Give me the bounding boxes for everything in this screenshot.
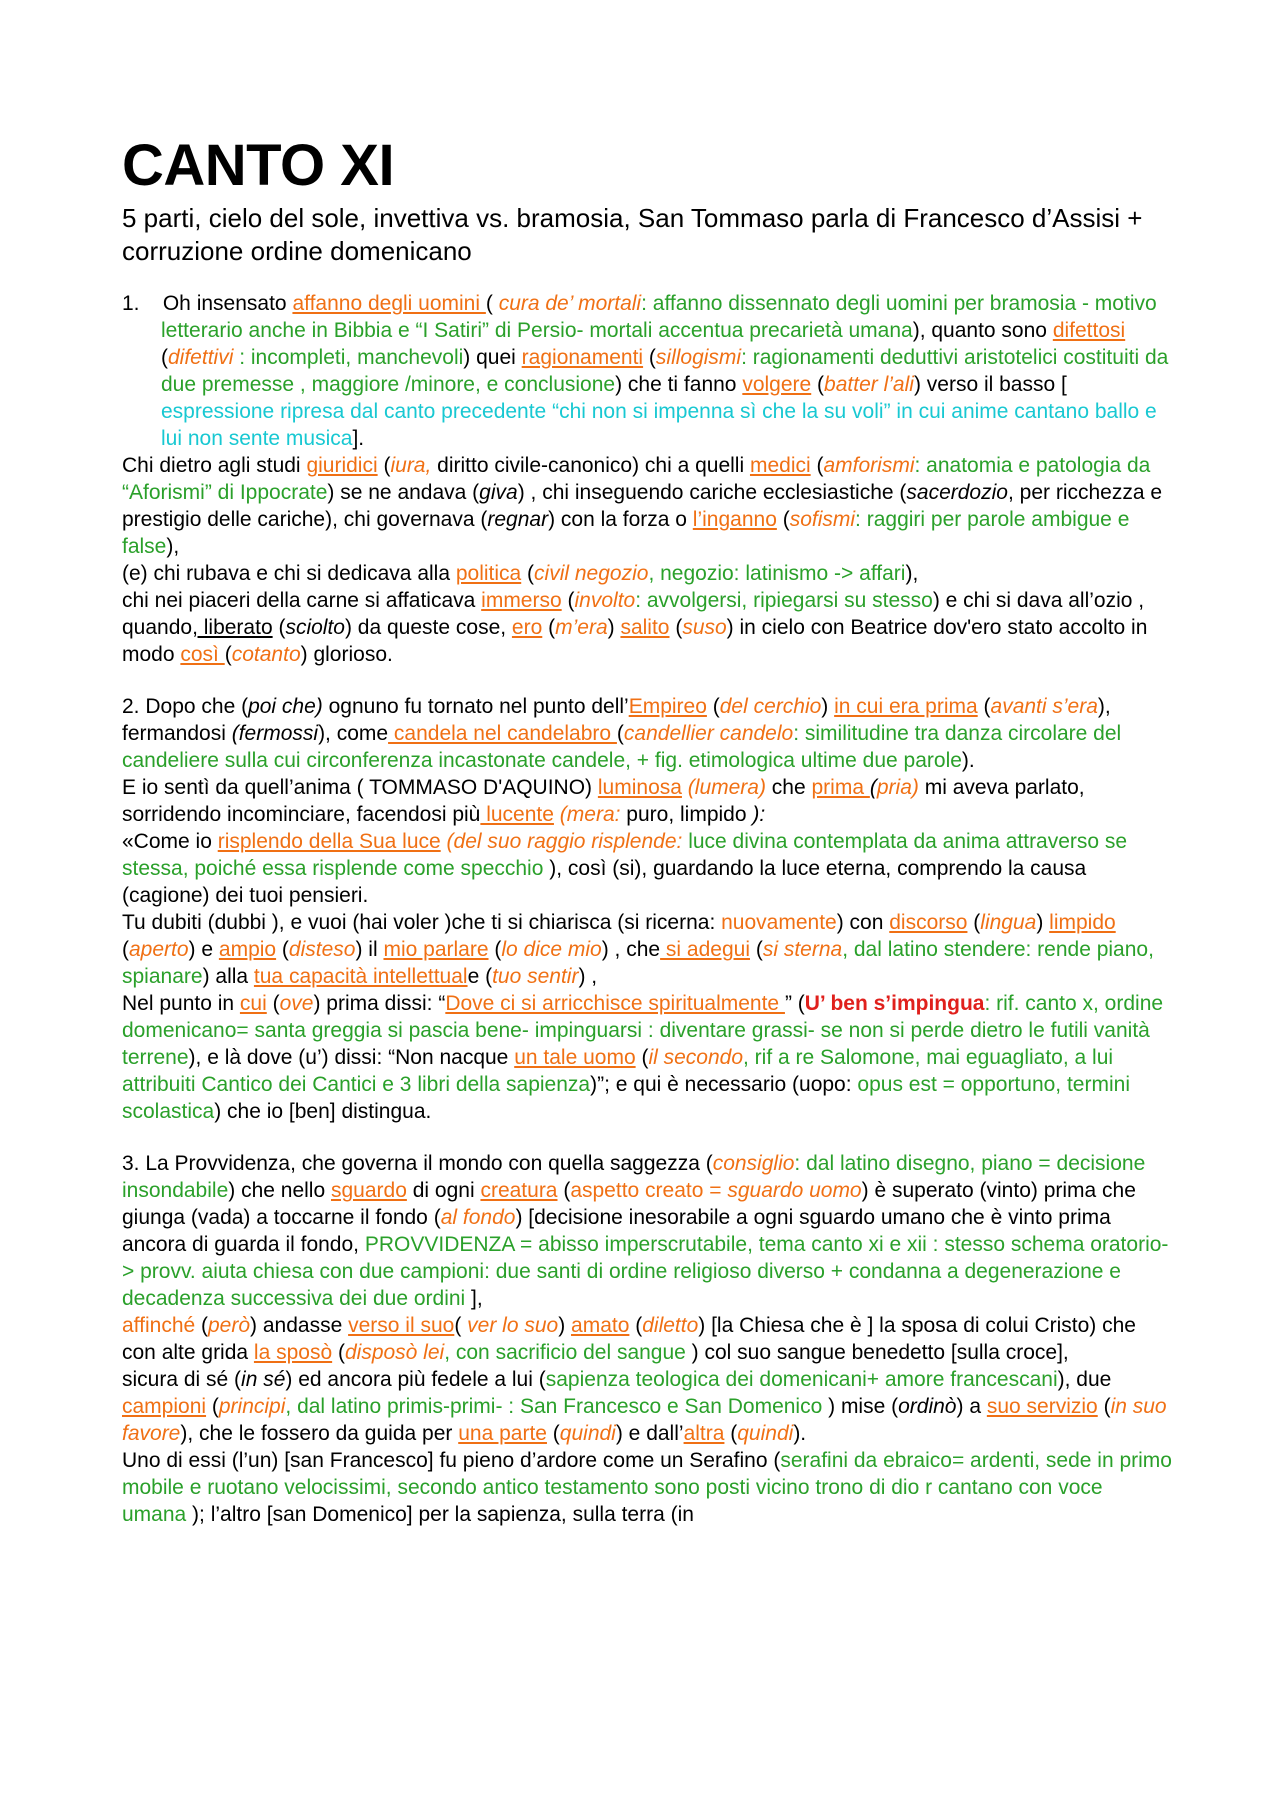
annotated-text: al fondo: [440, 1206, 516, 1229]
body-text: ) ,: [578, 965, 598, 988]
body-text: diritto civile-canonico) chi a quelli: [431, 454, 750, 477]
annotated-text: : similitudine tra danza circolare del candeliere sulla cui circonferenza incastonate candele, + fig. etimologica ultime due parole: [122, 722, 1122, 772]
annotated-text: affanno degli uomini: [292, 292, 486, 315]
paragraph-10: [122, 1150, 1172, 1312]
paragraph-9: [122, 990, 1172, 1125]
annotated-text: : avvolgersi, ripiegarsi su stesso: [635, 589, 933, 612]
body-text: ), due: [1057, 1368, 1112, 1391]
body-text: (: [546, 1422, 560, 1445]
annotated-text: opus est = opportuno, termini scolastica: [122, 1073, 1130, 1123]
body-text: ) in cielo con Beatrice dov'ero stato accolto in modo: [122, 616, 1148, 666]
annotated-text: U’ ben s’impingua: [804, 992, 985, 1015]
body-text: ), e là dove (u’) dissi: “Non nacque: [188, 1046, 515, 1069]
paragraph-3: [122, 560, 1172, 587]
annotated-text: , negozio: latinismo -> affari: [648, 562, 906, 585]
annotated-text: mio parlare: [383, 938, 489, 961]
page-title: CANTO XI: [122, 133, 395, 198]
body-text: 3. La Provvidenza, che governa il mondo con quella saggezza (: [122, 1152, 713, 1175]
annotated-text: Empireo: [628, 695, 707, 718]
annotated-text: sillogismi: [655, 346, 742, 369]
annotated-text: sapienza teologica dei domenicani+ amore francescani: [545, 1368, 1058, 1391]
body-text: ) a: [956, 1395, 987, 1418]
body-text: Nel punto in: [122, 992, 240, 1015]
body-text: ) glorioso.: [300, 643, 393, 666]
annotated-text: difettivi: [168, 346, 234, 369]
body-text: ognuno fu tornato nel punto dell’: [322, 695, 629, 718]
body-text: di ogni: [406, 1179, 481, 1202]
body-text: (: [811, 373, 825, 396]
annotated-text: Dove ci si arricchisce spiritualmente: [445, 992, 785, 1015]
body-text: (: [635, 1046, 649, 1069]
body-text: ): [607, 616, 621, 639]
annotated-text: diletto: [642, 1314, 699, 1337]
annotated-text: sguardo: [331, 1179, 407, 1202]
body-text: ), così (si), guardando la luce eterna, comprendo la causa (cagione) dei tuoi pensieri.: [122, 857, 1087, 907]
annotated-text: : anatomia e patologia da “Aforismi” di Ippocrate: [122, 454, 1151, 504]
body-text: ), che le fossero da guida per: [180, 1422, 459, 1445]
annotated-text: giuridici: [306, 454, 378, 477]
body-text: (: [485, 292, 499, 315]
annotated-text: il secondo: [648, 1046, 744, 1069]
section-gap: [122, 668, 1172, 693]
section-gap: [122, 1125, 1172, 1150]
body-text: ).: [961, 749, 975, 772]
body-text: ) andasse: [250, 1314, 349, 1337]
annotated-text: amforismi: [823, 454, 915, 477]
annotated-text: ragionamenti: [521, 346, 644, 369]
body-text: puro, limpido: [620, 803, 753, 826]
annotated-text: lingua: [980, 911, 1037, 934]
annotated-text: serafini da ebraico= ardenti, sede in primo mobile e ruotano velocissimi, secondo antico testamento sono posti vicino trono di dio r cantano con voce umana: [122, 1449, 1172, 1526]
annotated-text: , rif a re Salomone, mai eguagliato, a lui attribuiti Cantico dei Cantici e 3 libri della sapienza: [122, 1046, 1114, 1096]
annotated-text: campioni: [122, 1395, 207, 1418]
body-text: ) , che: [601, 938, 661, 961]
body-text: (: [561, 589, 575, 612]
body-text: (: [629, 1314, 643, 1337]
body-text: ) se ne andava (: [327, 481, 480, 504]
body-text: ) ed ancora più fedele a lui (: [285, 1368, 546, 1391]
annotated-text: cotanto: [231, 643, 301, 666]
annotated-text: civil negozio: [534, 562, 649, 585]
body-text: )”; e qui è necessario (uopo:: [590, 1073, 858, 1096]
body-text: 2. Dopo che (: [122, 695, 249, 718]
body-text: ],: [465, 1287, 483, 1310]
body-text: ].: [352, 427, 365, 450]
annotated-text: però: [208, 1314, 251, 1337]
paragraph-4: [122, 587, 1172, 668]
body-text: (: [542, 616, 556, 639]
body-text: ) col suo sangue benedetto [sulla croce],: [685, 1341, 1069, 1364]
annotated-text: in sé: [241, 1368, 286, 1391]
body-text: (e) chi rubava e chi si dedicava alla: [122, 562, 456, 585]
body-text: ) quei: [463, 346, 522, 369]
body-text: ): [558, 1314, 572, 1337]
annotated-text: : incompleti, manchevoli: [233, 346, 464, 369]
body-text: ) che nello: [228, 1179, 331, 1202]
annotated-text: ero: [511, 616, 543, 639]
annotated-text: affinché: [122, 1314, 196, 1337]
body-text: (: [706, 695, 720, 718]
annotated-text: sofismi: [789, 508, 856, 531]
annotated-text: avanti s’era: [990, 695, 1098, 718]
body-text: Chi dietro agli studi: [122, 454, 307, 477]
annotated-text: batter l’ali: [824, 373, 914, 396]
body-text: (: [810, 454, 824, 477]
annotated-text: ):: [752, 803, 766, 826]
annotated-text: lucente: [480, 803, 554, 826]
paragraph-12: [122, 1366, 1172, 1447]
document-page: [122, 134, 1172, 1528]
body-text: ),: [166, 535, 180, 558]
annotated-text: medici: [749, 454, 811, 477]
body-text: (: [272, 616, 286, 639]
body-text: 1. Oh insensato: [122, 292, 293, 315]
body-text: ).: [793, 1422, 807, 1445]
body-text: (: [206, 1395, 219, 1418]
annotated-text: candela nel candelabro: [388, 722, 617, 745]
body-text: ) prima dissi: “: [313, 992, 446, 1015]
annotated-text: lo dice mio: [501, 938, 602, 961]
annotated-text: altra: [683, 1422, 725, 1445]
annotated-text: salito: [620, 616, 670, 639]
annotated-text: : raggiri per parole ambigue e false: [122, 508, 1130, 558]
paragraph-5: [122, 693, 1172, 774]
body-text: E io sentì da quell’anima ( TOMMASO D'AQUINO): [122, 776, 598, 799]
annotated-text: luce divina contemplata da anima attraverso se stessa, poiché essa risplende come specchio: [122, 830, 1128, 880]
annotated-text: discorso: [889, 911, 968, 934]
body-text: (: [266, 992, 280, 1015]
body-text: ),: [905, 562, 919, 585]
body-text: che: [765, 776, 812, 799]
body-text: (: [161, 346, 168, 369]
body-text: (: [616, 722, 624, 745]
annotated-text: : affanno dissennato degli uomini per bramosia - motivo letterario anche in Bibbia e “I Satiri” di Persio- mortali accentua precarietà umana: [161, 292, 1157, 342]
body-text: sicura di sé (: [122, 1368, 242, 1391]
annotated-text: espressione ripresa dal canto precedente “chi non si impenna sì che la su voli” in cui anime cantano ballo e lui non sente musica: [161, 400, 1157, 450]
body-text: ) che io [ben] distingua.: [214, 1100, 432, 1123]
annotated-text: limpido: [1049, 911, 1116, 934]
annotated-text: difettosi: [1052, 319, 1126, 342]
body-text: (: [195, 1314, 208, 1337]
body-text: ): [1036, 911, 1050, 934]
annotated-text: principi: [218, 1395, 286, 1418]
annotated-text: , con sacrificio del sangue: [444, 1341, 686, 1364]
annotated-text: sacerdozio: [906, 481, 1008, 504]
document-body: [122, 290, 1172, 1528]
body-text: chi nei piaceri della carne si affaticava: [122, 589, 482, 612]
annotated-text: la sposò: [253, 1341, 333, 1364]
body-text: ); l’altro [san Domenico] per la sapienza, sulla terra (in: [186, 1503, 694, 1526]
body-text: «Come io: [122, 830, 218, 853]
annotated-text: ampio: [218, 938, 277, 961]
annotated-text: , liberato: [192, 616, 273, 639]
annotated-text: ordinò: [898, 1395, 957, 1418]
paragraph-6: [122, 774, 1172, 828]
annotated-text: politica: [455, 562, 522, 585]
annotated-text: (lumera): [687, 776, 766, 799]
paragraph-7: [122, 828, 1172, 909]
paragraph-13: [122, 1447, 1172, 1528]
body-text: (: [557, 1179, 571, 1202]
paragraph-11: [122, 1312, 1172, 1366]
body-text: (: [454, 1314, 468, 1337]
body-text: (: [377, 454, 391, 477]
body-text: ) è superato (vinto) prima che giunga (vada) a toccarne il fondo (: [122, 1179, 1136, 1229]
annotated-text: del cerchio: [719, 695, 822, 718]
annotated-text: PROVVIDENZA = abisso imperscrutabile, tema canto xi e xii : stesso schema oratorio-> provv. aiuta chiesa con due campioni: due santi di ordine religioso diverso + condanna a degenerazione e decadenza successiva dei due ordini: [122, 1233, 1169, 1310]
annotated-text: l’inganno: [692, 508, 777, 531]
body-text: (: [750, 938, 763, 961]
annotated-text: si sterna: [762, 938, 843, 961]
annotated-text: m’era: [555, 616, 608, 639]
annotated-text: tuo sentir: [492, 965, 579, 988]
annotated-text: (: [869, 776, 877, 799]
body-text: ) e chi si dava all’ozio , quando: [122, 589, 1145, 639]
annotated-text: sguardo uomo: [727, 1179, 862, 1202]
annotated-text: quindi: [737, 1422, 794, 1445]
annotated-text: ver lo suo: [467, 1314, 559, 1337]
body-text: ) da queste cose,: [344, 616, 512, 639]
annotated-text: (fermossi: [231, 722, 319, 745]
body-text: (: [1097, 1395, 1111, 1418]
body-text: ) con la forza o: [548, 508, 693, 531]
paragraph-1: [122, 290, 1172, 452]
annotated-text: così: [180, 643, 225, 666]
body-text: (: [488, 938, 502, 961]
annotated-text: regnar: [487, 508, 549, 531]
body-text: Tu dubiti (dubbi ), e vuoi (hai voler )che ti si chiarisca (si ricerna:: [122, 911, 722, 934]
body-text: ), fermandosi: [122, 695, 1111, 745]
annotated-text: tua capacità intellettual: [253, 965, 468, 988]
body-text: (: [643, 346, 656, 369]
body-text: (: [776, 508, 790, 531]
body-text: (: [332, 1341, 345, 1364]
body-text: (: [276, 938, 289, 961]
body-text: e (: [467, 965, 493, 988]
body-text: mi aveva parlato, sorridendo incominciare, facendosi più: [122, 776, 1085, 826]
body-text: ) il: [355, 938, 384, 961]
body-text: Uno di essi (l’un) [san Francesco] fu pieno d’ardore come un Serafino (: [122, 1449, 781, 1472]
annotated-text: , dal latino primis-primi- : San Francesco e San Domenico: [285, 1395, 823, 1418]
annotated-text: cui: [239, 992, 267, 1015]
annotated-text: immerso: [481, 589, 562, 612]
annotated-text: luminosa: [597, 776, 682, 799]
paragraph-2: [122, 452, 1172, 560]
annotated-text: candellier candelo: [623, 722, 794, 745]
annotated-text: una parte: [458, 1422, 547, 1445]
annotated-text: , dal latino stendere: rende piano, spianare: [122, 938, 1154, 988]
body-text: (: [977, 695, 991, 718]
body-text: ), come: [318, 722, 389, 745]
annotated-text: disteso: [288, 938, 356, 961]
annotated-text: in cui era prima: [834, 695, 978, 718]
body-text: ): [821, 695, 835, 718]
body-text: (: [122, 938, 129, 961]
body-text: ) e: [188, 938, 219, 961]
annotated-text: si adegui: [660, 938, 750, 961]
annotated-text: volgere: [742, 373, 812, 396]
annotated-text: giva: [479, 481, 518, 504]
annotated-text: ove: [279, 992, 314, 1015]
body-text: (: [967, 911, 981, 934]
annotated-text: cura de’ mortali: [498, 292, 642, 315]
annotated-text: disposò lei: [344, 1341, 445, 1364]
annotated-text: aspetto creato =: [570, 1179, 728, 1202]
annotated-text: amato: [571, 1314, 630, 1337]
annotated-text: prima: [811, 776, 870, 799]
annotated-text: (mera:: [559, 803, 621, 826]
annotated-text: consiglio: [712, 1152, 795, 1175]
body-text: (: [724, 1422, 738, 1445]
body-text: (: [224, 643, 232, 666]
annotated-text: pria): [876, 776, 919, 799]
body-text: ) e dall’: [615, 1422, 684, 1445]
annotated-text: suo servizio: [986, 1395, 1098, 1418]
body-text: ) [decisione inesorabile a ogni sguardo umano che è vinto prima ancora di guarda il fondo,: [122, 1206, 1111, 1256]
annotated-text: : dal latino disegno, piano = decisione insondabile: [122, 1152, 1146, 1202]
page-subtitle: 5 parti, cielo del sole, invettiva vs. bramosia, San Tommaso parla di Francesco d’Assisi + corruzione ordine domenicano: [122, 203, 1143, 266]
annotated-text: iura,: [390, 454, 432, 477]
body-text: ” (: [784, 992, 805, 1015]
body-text: (: [669, 616, 683, 639]
body-text: ) [la Chiesa che è ] la sposa di colui Cristo) che con alte grida: [122, 1314, 1136, 1364]
annotated-text: : rif. canto x, ordine domenicano= santa greggia si pascia bene- impinguarsi : diventare grassi- se non si perde dietro le futili vanità terrene: [122, 992, 1164, 1069]
body-text: ) mise (: [822, 1395, 899, 1418]
body-text: ) con: [836, 911, 890, 934]
annotated-text: : ragionamenti deduttivi aristotelici costituiti da due premesse , maggiore /minore, e conclusione: [161, 346, 1169, 396]
annotated-text: sciolto: [285, 616, 345, 639]
body-text: ) verso il basso [: [913, 373, 1067, 396]
annotated-text: involto: [574, 589, 636, 612]
annotated-text: (del suo raggio risplende:: [446, 830, 683, 853]
annotated-text: verso il suo: [348, 1314, 455, 1337]
annotated-text: un tale uomo: [514, 1046, 636, 1069]
annotated-text: poi che): [248, 695, 323, 718]
annotated-text: nuovamente: [721, 911, 837, 934]
annotated-text: aperto: [129, 938, 189, 961]
body-text: (: [521, 562, 535, 585]
annotated-text: in suo favore: [122, 1395, 1167, 1445]
annotated-text: suso: [682, 616, 727, 639]
annotated-text: quindi: [559, 1422, 616, 1445]
body-text: ) , chi inseguendo cariche ecclesiastiche (: [517, 481, 907, 504]
body-text: ) alla: [202, 965, 254, 988]
body-text: , per ricchezza e prestigio delle cariche), chi governava (: [122, 481, 1163, 531]
body-text: ), quanto sono: [912, 319, 1053, 342]
annotated-text: creatura: [480, 1179, 558, 1202]
body-text: ) che ti fanno: [615, 373, 743, 396]
paragraph-8: [122, 909, 1172, 990]
annotated-text: risplendo della Sua luce: [217, 830, 441, 853]
